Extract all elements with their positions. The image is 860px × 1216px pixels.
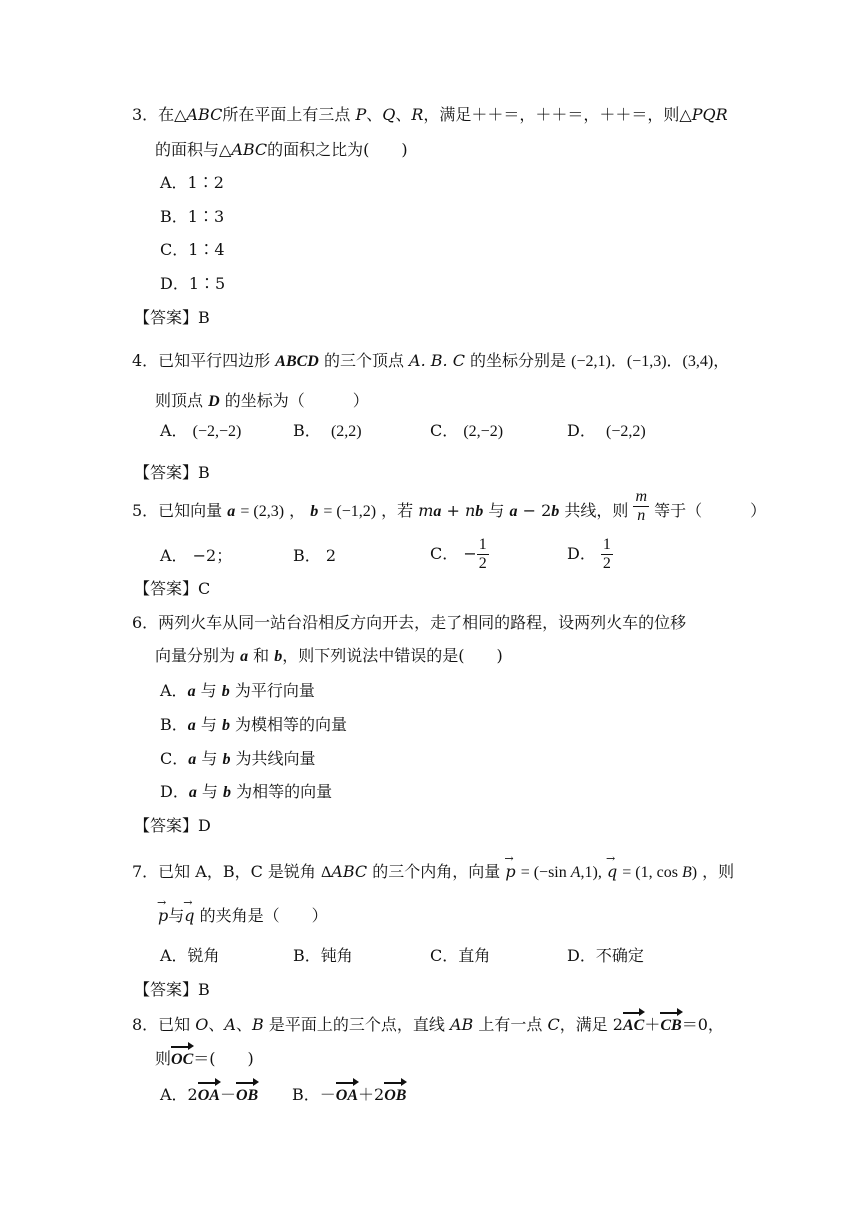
q3-answer: 【答案】B: [134, 308, 210, 327]
q3-option-d: D．1∶5: [160, 274, 226, 293]
q6-option-a: A．a 与 b 为平行向量: [160, 681, 315, 700]
q5-stem-line1: 5．已知向量 a = (2,3) ， b = (−1,2) ，若 ma + nb 与 a − 2b 共线，则 $\frac{m}{n}$ 等于（ ）: [132, 488, 767, 524]
q8-stem-line1: 8．已知 O、A、B 是平面上的三个点，直线 AB 上有一点 C，满足 2AC＋CB＝0，: [132, 1014, 724, 1037]
q7-stem-line1: 7．已知 A，B，C 是锐角 ΔABC 的三个内角，向量 → p = (−sin A,1), → q = (1, cos B) ，则: [132, 861, 734, 884]
q3-option-c: C．1∶4: [160, 240, 225, 259]
q4-option-c: C． (2,−2): [430, 421, 504, 440]
q3-stem-line1: 3．在△ABC所在平面上有三点 P、Q、R，满足＋＋＝，＋＋＝，＋＋＝，则△PQR: [132, 105, 728, 124]
q4-option-a: A． (−2,−2): [160, 421, 242, 440]
q5-option-b: B． 2: [293, 546, 337, 565]
q6-stem-line2: 向量分别为 a 和 b，则下列说法中错误的是( ): [155, 646, 503, 665]
q5-option-c: C． − $\frac{1}{2}$: [430, 536, 487, 572]
q8-stem-line2: 则OC＝( ): [155, 1048, 254, 1071]
q4-stem-line2: 则顶点 D 的坐标为（ ）: [155, 391, 369, 410]
q7-option-c: C．直角: [430, 946, 491, 965]
q3-stem-line2: 的面积与△ABC的面积之比为( ): [155, 140, 408, 159]
q4-answer: 【答案】B: [134, 463, 210, 482]
q5-option-d: D． $\frac{1}{2}$: [567, 536, 611, 572]
q7-answer: 【答案】B: [134, 980, 210, 999]
q6-option-c: C．a 与 b 为共线向量: [160, 749, 316, 768]
q6-option-b: B．a 与 b 为模相等的向量: [160, 715, 348, 734]
q4-option-d: D． (−2,2): [567, 421, 646, 440]
q6-option-d: D．a 与 b 为相等的向量: [160, 782, 333, 801]
q8-option-b: B．－OA＋2OB: [292, 1084, 406, 1107]
q5-answer: 【答案】C: [134, 579, 211, 598]
q3-option-b: B．1∶3: [160, 207, 225, 226]
q6-answer: 【答案】D: [134, 816, 211, 835]
q8-option-a: A．2OA－OB: [160, 1084, 258, 1107]
q7-option-b: B．钝角: [293, 946, 353, 965]
q4-stem-line1: 4．已知平行四边形 ABCD 的三个顶点 A. B. C 的坐标分别是 (−2,1)．(−1,3)．(3,4)，: [132, 351, 730, 370]
q6-stem-line1: 6．两列火车从同一站台沿相反方向开去，走了相同的路程，设两列火车的位移: [132, 613, 687, 632]
q3-option-a: A．1∶2: [160, 173, 224, 192]
q7-stem-line2: → p与→ q 的夹角是（ ）: [158, 905, 328, 927]
q7-option-d: D．不确定: [567, 946, 644, 965]
q4-option-b: B． (2,2): [293, 421, 362, 440]
q7-option-a: A．锐角: [160, 946, 220, 965]
q5-option-a: A． −2；: [160, 546, 233, 565]
